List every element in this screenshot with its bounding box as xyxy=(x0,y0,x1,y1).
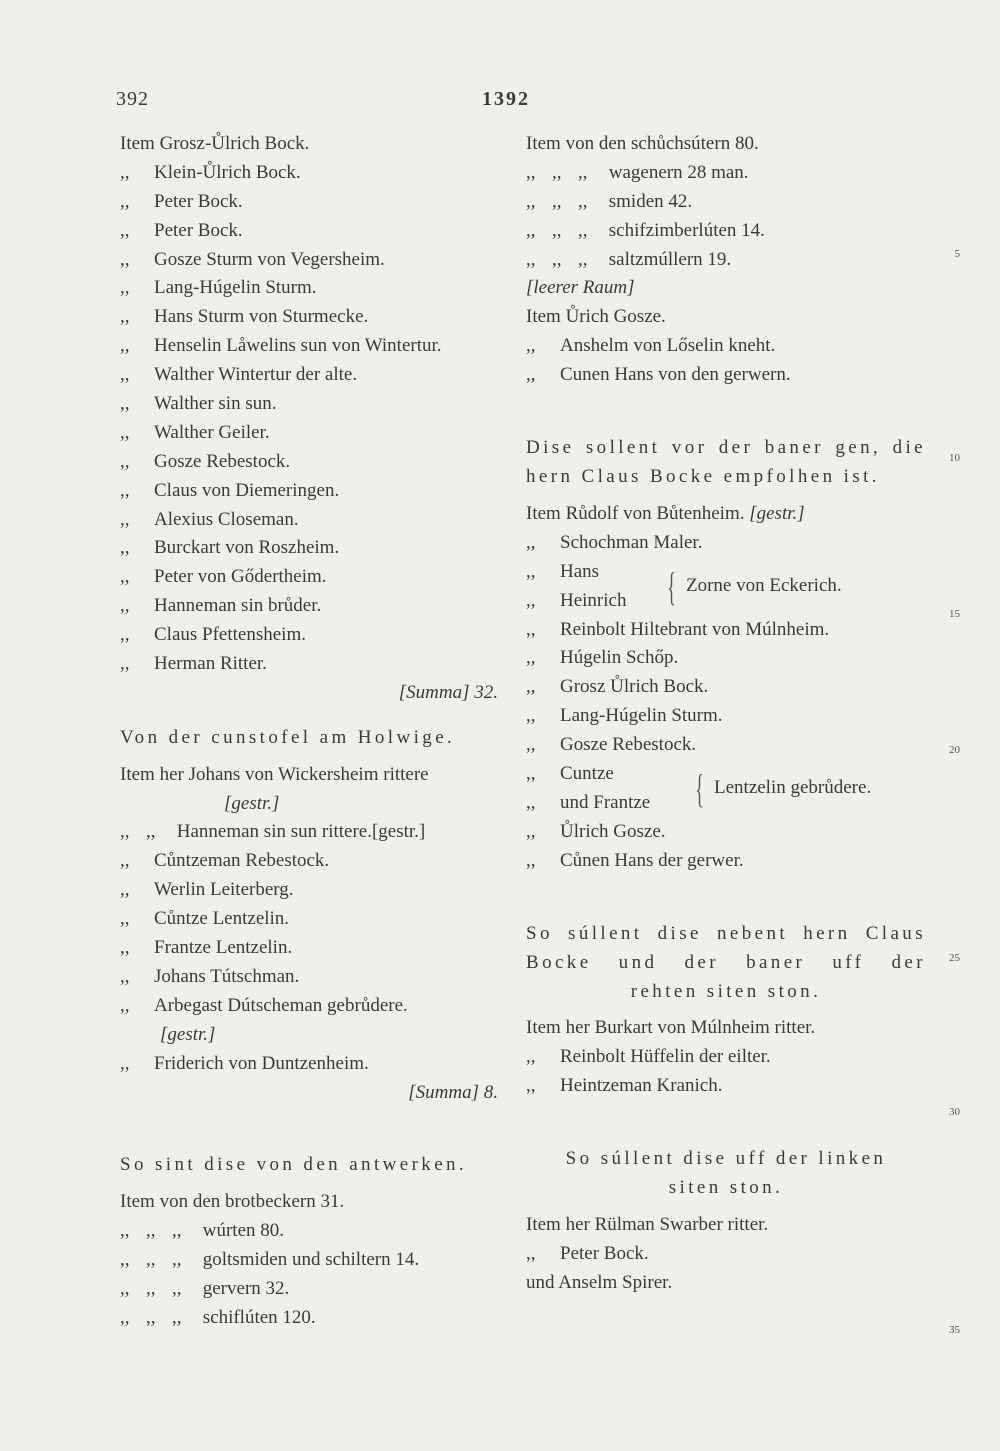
list-item: ,, Reinbolt Hüffelin der eilter. xyxy=(526,1046,771,1068)
section-heading: Von der cunstofel am Holwige. xyxy=(120,726,456,748)
list-item: Item her Johans von Wickersheim rittere xyxy=(120,763,429,785)
list-item: ,, Schochman Maler. xyxy=(526,531,703,553)
summa-total: [Summa] 32. xyxy=(398,681,498,703)
struck-note: [gestr.] xyxy=(160,1023,216,1045)
list-item: ,, Cunen Hans von den gerwern. xyxy=(526,364,791,386)
list-item: ,, Reinbolt Hiltebrant von Múlnheim. xyxy=(526,618,830,640)
list-item: ,, Claus Pfettensheim. xyxy=(120,624,306,646)
section-heading: So súllent dise uff der linken xyxy=(565,1148,887,1170)
list-item: ,, Anshelm von Lőselin kneht. xyxy=(526,335,776,357)
list-item: ,, Húgelin Schőp. xyxy=(526,647,679,669)
list-item: ,, Lang-Húgelin Sturm. xyxy=(120,277,317,299)
list-item: und Anselm Spirer. xyxy=(526,1271,673,1293)
line-number: 25 xyxy=(949,952,960,964)
list-item: Item her Burkart von Múlnheim ritter. xyxy=(526,1017,816,1039)
list-item: ,, ,, ,, wagenern 28 man. xyxy=(526,161,749,183)
list-item: Item Ůrich Gosze. xyxy=(526,306,666,328)
line-number: 35 xyxy=(949,1324,960,1336)
line-number: 30 xyxy=(949,1106,960,1118)
list-item: ,, ,, ,, gervern 32. xyxy=(120,1277,290,1299)
list-item: ,, Walther Wintertur der alte. xyxy=(120,364,358,386)
list-item: ,, Herman Ritter. xyxy=(120,653,267,675)
section-heading: Dise sollent vor der baner gen, die xyxy=(526,437,926,459)
list-item: ,, Lang-Húgelin Sturm. xyxy=(526,705,723,727)
list-item: ,, Gosze Sturm von Vegersheim. xyxy=(120,248,385,270)
list-item: ,, Gosze Rebestock. xyxy=(120,450,291,472)
section-heading: So súllent dise nebent hern Claus xyxy=(526,922,926,944)
list-item: ,, Grosz Ůlrich Bock. xyxy=(526,676,709,698)
list-item: ,, Walther sin sun. xyxy=(120,393,277,415)
list-item: Item von den brotbeckern 31. xyxy=(120,1191,345,1213)
list-item: ,, Peter Bock. xyxy=(120,190,243,212)
section-heading: rehten siten ston. xyxy=(630,980,822,1002)
list-item: Item her Rülman Swarber ritter. xyxy=(526,1213,769,1235)
list-item: ,, Heintzeman Kranich. xyxy=(526,1075,723,1097)
list-item: ,, Hans Sturm von Sturmecke. xyxy=(120,306,369,328)
section-heading: So sint dise von den antwerken. xyxy=(120,1154,468,1176)
list-item: Item Růdolf von Bůtenheim. [gestr.] xyxy=(526,502,805,524)
list-item: ,, Hanneman sin brůder. xyxy=(120,595,322,617)
list-item: ,, Cůntze Lentzelin. xyxy=(120,908,290,930)
list-item: ,, Peter Bock. xyxy=(526,1242,649,1264)
list-item: ,, Peter Bock. xyxy=(120,219,243,241)
list-item: Item von den schůchsútern 80. xyxy=(526,133,759,154)
list-item: ,, Werlin Leiterberg. xyxy=(120,879,294,901)
section-heading: Bocke und der baner uff der xyxy=(526,951,926,973)
right-column xyxy=(526,130,926,1298)
brace-icon: { xyxy=(667,563,676,609)
list-item: ,, Henselin Låwelins sun von Wintertur. xyxy=(120,335,442,357)
list-item: ,, Burckart von Roszheim. xyxy=(120,537,340,559)
page-number: 392 xyxy=(116,88,149,110)
list-item: ,, Johans Tútschman. xyxy=(120,965,300,987)
list-item: ,, Alexius Closeman. xyxy=(120,508,299,530)
section-heading: siten ston. xyxy=(668,1177,784,1199)
editorial-note: [leerer Raum] xyxy=(526,277,635,299)
list-item: ,, ,, ,, smiden 42. xyxy=(526,190,693,212)
summa-total: [Summa] 8. xyxy=(408,1081,498,1103)
list-item: ,, ,, ,, saltzmúllern 19. xyxy=(526,248,732,270)
brace-icon: { xyxy=(695,766,704,812)
left-column xyxy=(120,130,508,1333)
list-item: ,, Walther Geiler. xyxy=(120,421,270,443)
list-item: ,, ,, ,, schifzimberlúten 14. xyxy=(526,219,765,241)
brace-group-zorne: ,, Hans ,, Heinrich { Zorne von Eckerich. xyxy=(526,560,842,611)
list-item: ,, Frantze Lentzelin. xyxy=(120,937,293,959)
list-item: ,, Cůnen Hans der gerwer. xyxy=(526,849,744,871)
section-heading: hern Claus Bocke empfolhen ist. xyxy=(526,465,880,487)
list-item: Item Grosz-Ůlrich Bock. xyxy=(120,133,310,154)
list-item: ,, ,, ,, schiflúten 120. xyxy=(120,1306,316,1328)
line-number: 15 xyxy=(949,608,960,620)
brace-group-lentzelin: ,, Cuntze ,, und Frantze { Lentzelin gebrůdere. xyxy=(526,763,872,814)
list-item: ,, Friderich von Duntzenheim. xyxy=(120,1052,369,1074)
list-item: ,, Cůntzeman Rebestock. xyxy=(120,850,330,872)
list-item: ,, ,, Hanneman sin sun rittere.[gestr.] xyxy=(120,821,426,843)
list-item: ,, ,, ,, goltsmiden und schiltern 14. xyxy=(120,1249,420,1271)
list-item: ,, Ůlrich Gosze. xyxy=(526,821,666,843)
list-item: ,, Klein-Ůlrich Bock. xyxy=(120,161,301,183)
list-item: ,, ,, ,, wúrten 80. xyxy=(120,1220,285,1242)
list-item: ,, Peter von Gődertheim. xyxy=(120,566,327,588)
struck-note: [gestr.] xyxy=(224,792,280,814)
list-item: ,, Gosze Rebestock. xyxy=(526,734,697,756)
list-item: ,, Claus von Diemeringen. xyxy=(120,479,340,501)
line-number: 10 xyxy=(949,452,960,464)
line-number: 5 xyxy=(954,248,960,260)
list-item: ,, Arbegast Dútscheman gebrůdere. xyxy=(120,994,408,1016)
line-number: 20 xyxy=(949,744,960,756)
year-heading: 1392 xyxy=(482,88,530,110)
